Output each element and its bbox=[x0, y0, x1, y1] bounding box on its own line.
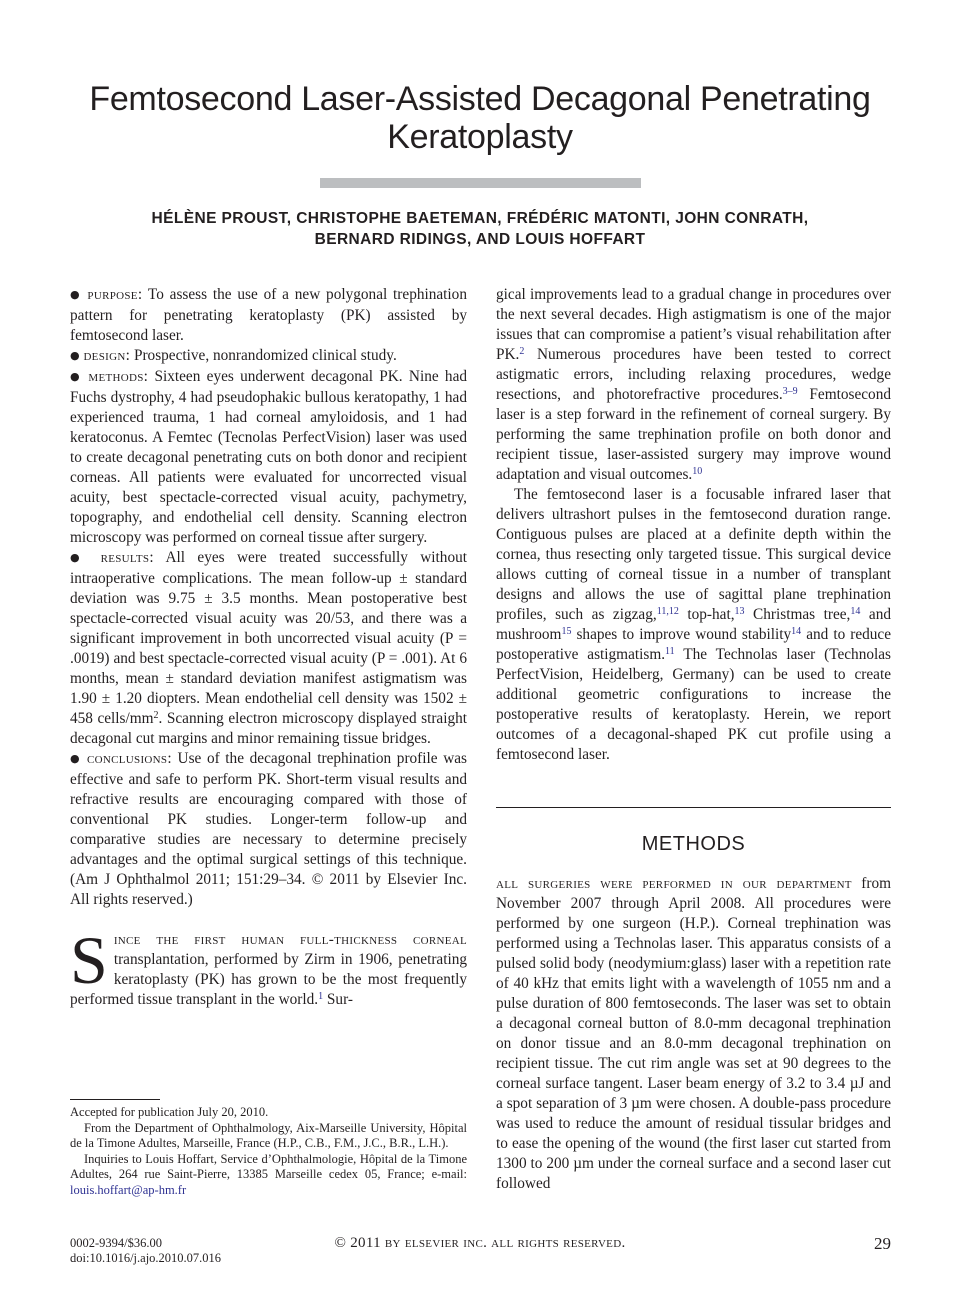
ref-link[interactable]: 2 bbox=[519, 346, 525, 357]
purpose-label: purpose: bbox=[87, 286, 143, 303]
email-link[interactable]: louis.hoffart@ap-hm.fr bbox=[70, 1182, 187, 1197]
design-label: design: bbox=[83, 347, 131, 364]
text-run: and mushroom bbox=[496, 606, 891, 643]
footnote-accepted: Accepted for publication July 20, 2010. bbox=[70, 1105, 269, 1119]
bullet-icon: ● bbox=[70, 370, 83, 383]
intro-text: transplantation, performed by Zirm in 1906, penetrating keratoplasty (PK) has grown to be the most frequently performed tissue transplant in the world. bbox=[70, 951, 467, 1008]
intro-tail: Sur- bbox=[326, 991, 353, 1008]
ref-link[interactable]: 15 bbox=[561, 626, 572, 637]
text-run: top-hat, bbox=[678, 606, 735, 623]
left-column bbox=[70, 285, 467, 1010]
right-paragraph-1 bbox=[496, 285, 891, 485]
title-line-1: Femtosecond Laser-Assisted Decagonal Penetrating bbox=[89, 80, 871, 118]
results-superscript: 2 bbox=[153, 710, 159, 721]
ref-link[interactable]: 11,12 bbox=[656, 606, 679, 617]
text-run: and to reduce postoperative astigmatism. bbox=[496, 626, 891, 663]
title-divider-bar bbox=[320, 178, 641, 188]
title-line-2: Keratoplasty bbox=[387, 118, 573, 156]
footnotes bbox=[70, 1105, 467, 1198]
methods-body bbox=[496, 874, 891, 1194]
abstract-design bbox=[70, 346, 467, 367]
footer-copyright: © 2011 by elsevier inc. all rights reserved. bbox=[334, 1235, 626, 1251]
right-paragraph-2 bbox=[496, 485, 891, 765]
text-run: shapes to improve wound stability bbox=[571, 626, 792, 643]
methods-smallcaps: all surgeries were performed in our department bbox=[496, 875, 852, 892]
section-rule bbox=[496, 807, 891, 808]
doi: doi:10.1016/j.ajo.2010.07.016 bbox=[70, 1251, 222, 1265]
abstract-purpose bbox=[70, 285, 467, 346]
inquiries-text: Inquiries to Louis Hoffart, Service d’Ophthalmologie, Hôpital de la Timone Adultes, 264 rue Saint-Pierre, 13385 Marseille cedex 05, France; e-mail: bbox=[70, 1151, 467, 1181]
authors-line-1: HÉLÈNE PROUST, CHRISTOPHE BAETEMAN, FRÉDÉRIC MATONTI, JOHN CONRATH, bbox=[151, 210, 809, 227]
issn: 0002-9394/$36.00 bbox=[70, 1236, 163, 1250]
footnote-affiliation: From the Department of Ophthalmology, Aix-Marseille University, Hôpital de la Timone Adultes, Marseille, France (H.P., C.B., F.M., J.C., B.R., L.H.). bbox=[70, 1120, 467, 1150]
drop-cap: S bbox=[70, 922, 108, 998]
text-run: gical improvements lead to a gradual change in procedures over the next several decades. High astigmatism is one of the major issues that can compromise a patient’s visual rehabilitation after PK. bbox=[496, 286, 891, 363]
results-text-a: All eyes were treated successfully without intraoperative complications. The mean follow-up ± standard deviation was 9.75 ± 3.5 months. Mean postoperative best spectacle-corrected visual acuity was 20/53, and there was a significant improvement in both uncorrected visual acuity (P = .0019) and best spectacle-corrected visual acuity (P = .001). At 6 months, mean ± standard deviation manifest astigmatism was 1.90 ± 1.20 diopters. Mean endothelial cell density was 1502 ± 458 cells/mm bbox=[70, 549, 467, 727]
purpose-text: To assess the use of a new polygonal trephination pattern for penetrating keratoplasty (PK) assisted by femtosecond laser. bbox=[70, 286, 467, 344]
methods-text: from November 2007 through April 2008. All procedures were performed by one surgeon (H.P.). Corneal trephination was performed using a Technolas laser. This apparatus consists of a pulsed solid body (neodymium:glass) laser with a repetition rate of 40 kHz that emits light with a wavelength of 1055 nm and a pulse duration of 800 femtoseconds. The laser was set to obtain a decagonal corneal button of 8.0-mm decagonal trephination on donor tissue and an 8.0-mm decagonal trephination on recipient tissue. The cut rim angle was set at 90 degrees to the corneal surface tangent. Laser beam energy of 3.2 to 3.4 µJ and a spot separation of 3 µm were chosen. A double-pass procedure was used to reduce the amount of residual tissular bridges and to ease the opening of the wound (the first laser cut started from 1300 to 200 µm under the corneal surface and a second laser cut followed bbox=[496, 875, 891, 1192]
results-label: results: bbox=[100, 549, 154, 566]
article-title bbox=[80, 80, 880, 156]
ref-link[interactable]: 14 bbox=[850, 606, 861, 617]
results-text-b: . Scanning electron microscopy displayed straight decagonal cut margins and minor remaining tissue bridges. bbox=[70, 710, 467, 747]
footnote-rule bbox=[70, 1099, 160, 1100]
abstract bbox=[70, 285, 467, 910]
author-list bbox=[80, 208, 880, 250]
intro-smallcaps: ince the first human full-thickness corneal bbox=[113, 931, 467, 948]
methods-text: Sixteen eyes underwent decagonal PK. Nine had Fuchs dystrophy, 4 had pseudophakic bullous keratopathy, 1 had experienced trauma, 1 had corneal amyloidosis, and 1 had keratoconus. A Femtec (Tecnolas PerfectVision) laser was used to create decagonal penetrating cuts on both donor and recipient corneas. All patients were evaluated for uncorrected visual acuity, best spectacle-corrected visual acuity, pachymetry, topography, and endothelial cell density. Scanning electron microscopy was performed on corneal tissue after surgery. bbox=[70, 368, 468, 546]
abstract-conclusions bbox=[70, 749, 467, 910]
methods-heading: METHODS bbox=[641, 833, 746, 855]
ref-link-1[interactable]: 1 bbox=[318, 991, 324, 1002]
ref-link[interactable]: 13 bbox=[734, 606, 745, 617]
right-column bbox=[496, 285, 891, 765]
text-run: The femtosecond laser is a focusable infrared laser that delivers ultrashort pulses in the femtosecond duration range. Contiguous pulses are placed at a definite depth within the cornea, thus resecting only targeted tissue. This surgical device allows cutting of corneal tissue in a number of transplant designs and allows the use of sagittal plane trephination profiles, such as zigzag, bbox=[496, 486, 891, 623]
ref-link[interactable]: 3–9 bbox=[782, 386, 798, 397]
abstract-methods bbox=[70, 367, 467, 548]
design-text: Prospective, nonrandomized clinical study. bbox=[133, 347, 397, 364]
bullet-icon: ● bbox=[70, 349, 80, 362]
conclusions-label: conclusions: bbox=[87, 750, 172, 767]
footnote-inquiries bbox=[70, 1152, 467, 1199]
bullet-icon: ● bbox=[70, 288, 82, 301]
authors-line-2: BERNARD RIDINGS, AND LOUIS HOFFART bbox=[314, 231, 646, 248]
text-run: Femtosecond laser is a step forward in the refinement of corneal surgery. By performing the same trephination profile on both donor and recipient tissue, laser-assisted surgery may improve wound adaptation and visual outcomes. bbox=[496, 386, 891, 483]
abstract-results bbox=[70, 548, 467, 749]
methods-label: methods: bbox=[88, 368, 149, 385]
methods-paragraph bbox=[496, 874, 891, 1194]
page-number: 29 bbox=[874, 1234, 891, 1253]
ref-link[interactable]: 10 bbox=[692, 466, 703, 477]
text-run: Christmas tree, bbox=[744, 606, 851, 623]
bullet-icon: ● bbox=[70, 551, 89, 564]
text-run: The Technolas laser (Technolas PerfectVision, Heidelberg, Germany) can be used to create additional geometric configurations to increase the postoperative results of keratoplasty. Herein, we report outcomes of a decagonal-shaped PK cut profile using a femtosecond laser. bbox=[496, 646, 891, 763]
bullet-icon: ● bbox=[70, 752, 82, 765]
intro-paragraph bbox=[70, 922, 467, 1010]
ref-link[interactable]: 11 bbox=[665, 646, 675, 657]
ref-link[interactable]: 14 bbox=[791, 626, 802, 637]
conclusions-text: Use of the decagonal trephination profile was effective and safe to perform PK. Short-term visual results and refractive results are encouraging compared with those of conventional PK studies. Longer-term follow-up and comparative studies are necessary to determine precisely advantages and the optimal surgical settings of this technique. (Am J Ophthalmol 2011; 151:29–34. © 2011 by Elsevier Inc. All rights reserved.) bbox=[70, 750, 467, 908]
text-run: Numerous procedures have been tested to correct astigmatic errors, including relaxing procedures, wedge resections, and photorefractive procedures. bbox=[496, 346, 891, 403]
